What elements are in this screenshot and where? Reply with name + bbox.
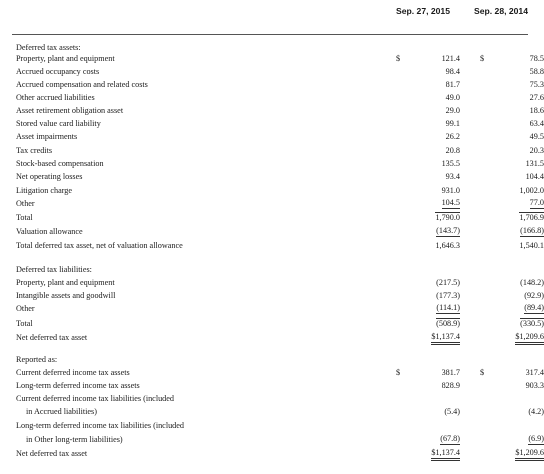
table-row [0, 380, 544, 391]
table-row [0, 105, 544, 116]
amount: 1,002.0 [519, 186, 544, 195]
value-sep-28-2014 [480, 303, 544, 314]
table-row [0, 92, 544, 103]
row-label-long-term-deferred-income-tax-assets: Long-term deferred income tax assets [16, 381, 140, 390]
amount: $1,209.6 [515, 332, 544, 345]
row-label-total-deferred-tax-asset-net-of-valuation-allowance: Total deferred tax asset, net of valuation allowance [16, 241, 183, 250]
row-label-net-deferred-tax-asset: Net deferred tax asset [16, 333, 88, 342]
amount: (67.8) [440, 434, 460, 443]
amount: 1,790.0 [435, 213, 460, 222]
amount: (508.9) [436, 319, 460, 328]
amount: 49.0 [445, 93, 460, 102]
value-sep-27-2015 [396, 303, 460, 314]
table-row [0, 53, 544, 64]
value-sep-27-2015 [396, 434, 460, 445]
amount: (92.9) [524, 291, 544, 300]
table-row [0, 332, 544, 343]
value-sep-28-2014 [480, 158, 544, 169]
value-sep-28-2014 [480, 92, 544, 103]
row-label-stock-based-compensation: Stock-based compensation [16, 159, 104, 168]
value-sep-27-2015 [396, 79, 460, 90]
table-row [0, 66, 544, 77]
value-sep-27-2015 [396, 198, 460, 209]
amount: 29.0 [445, 106, 460, 115]
table-row [0, 79, 544, 90]
row-label-deferred-tax-liabilities: Deferred tax liabilities: [16, 265, 92, 274]
column-header-sep-28-2014: Sep. 28, 2014 [474, 6, 528, 16]
row-label-tax-credits: Tax credits [16, 146, 53, 155]
value-sep-27-2015 [396, 212, 460, 223]
amount: 81.7 [445, 80, 460, 89]
table-row [0, 158, 544, 169]
table-row [0, 240, 544, 251]
value-sep-27-2015 [396, 332, 460, 343]
value-sep-28-2014 [480, 212, 544, 223]
value-sep-27-2015 [396, 145, 460, 156]
value-sep-27-2015 [396, 290, 460, 301]
amount: 49.5 [529, 132, 544, 141]
value-sep-28-2014 [480, 171, 544, 182]
amount: 99.1 [445, 119, 460, 128]
amount: $1,137.4 [431, 332, 460, 345]
amount: 381.7 [441, 368, 460, 377]
value-sep-28-2014 [480, 290, 544, 301]
row-label-asset-impairments: Asset impairments [16, 132, 78, 141]
value-sep-28-2014 [480, 277, 544, 288]
value-sep-27-2015 [396, 226, 460, 237]
row-label-current-deferred-income-tax-liabilities-included: Current deferred income tax liabilities (included [16, 394, 175, 403]
row-label-other-accrued-liabilities: Other accrued liabilities [16, 93, 95, 102]
table-row [0, 393, 533, 404]
amount: 18.6 [529, 106, 544, 115]
value-sep-27-2015 [396, 158, 460, 169]
value-sep-28-2014 [480, 332, 544, 343]
row-label-property-plant-and-equipment: Property, plant and equipment [16, 278, 115, 287]
row-label-long-term-deferred-income-tax-liabilities-included: Long-term deferred income tax liabilities (included [16, 421, 185, 430]
amount: 104.5 [441, 198, 460, 207]
amount: (89.4) [524, 303, 544, 312]
amount: 131.5 [525, 159, 544, 168]
table-row [0, 290, 544, 301]
value-sep-28-2014 [480, 145, 544, 156]
value-sep-28-2014 [480, 131, 544, 142]
header-rule [12, 34, 528, 35]
table-row [0, 145, 544, 156]
amount: 903.3 [525, 381, 544, 390]
row-label-current-deferred-income-tax-assets: Current deferred income tax assets [16, 368, 130, 377]
value-sep-27-2015 [396, 406, 460, 417]
amount: 1,646.3 [435, 241, 460, 250]
value-sep-28-2014 [480, 434, 544, 445]
amount: (217.5) [436, 278, 460, 287]
row-label-reported-as: Reported as: [16, 355, 58, 364]
table-row [0, 185, 544, 196]
value-sep-28-2014 [480, 185, 544, 196]
value-sep-27-2015 [396, 240, 460, 251]
value-sep-28-2014 [480, 380, 544, 391]
amount: 1,540.1 [519, 241, 544, 250]
row-label-stored-value-card-liability: Stored value card liability [16, 119, 101, 128]
table-row [0, 434, 544, 445]
amount: 78.5 [529, 54, 544, 63]
amount: 77.0 [529, 198, 544, 207]
row-label-net-operating-losses: Net operating losses [16, 172, 83, 181]
column-header-sep-27-2015: Sep. 27, 2015 [396, 6, 450, 16]
table-row [0, 318, 544, 329]
value-sep-28-2014 [480, 198, 544, 209]
row-label-deferred-tax-assets: Deferred tax assets: [16, 43, 81, 52]
row-label-in-other-long-term-liabilities: in Other long-term liabilities) [26, 435, 123, 444]
row-label-valuation-allowance: Valuation allowance [16, 227, 83, 236]
value-sep-28-2014 [480, 240, 544, 251]
table-row [0, 406, 544, 417]
value-sep-27-2015 [396, 318, 460, 329]
value-sep-27-2015 [396, 66, 460, 77]
value-sep-28-2014 [480, 118, 544, 129]
amount: (6.9) [528, 434, 544, 443]
amount: 1,706.9 [519, 213, 544, 222]
amount: 93.4 [445, 172, 460, 181]
table-row [0, 303, 544, 314]
amount: (143.7) [436, 226, 460, 235]
amount: 63.4 [529, 119, 544, 128]
amount: 26.2 [445, 132, 460, 141]
currency-symbol: $ [396, 54, 401, 63]
value-sep-27-2015 [396, 277, 460, 288]
amount: (4.2) [528, 407, 544, 416]
currency-symbol: $ [396, 368, 401, 377]
row-label-accrued-compensation-and-related-costs: Accrued compensation and related costs [16, 80, 148, 89]
table-row [0, 420, 533, 431]
table-row [0, 118, 544, 129]
value-sep-27-2015 [396, 185, 460, 196]
value-sep-28-2014 [480, 448, 544, 459]
value-sep-27-2015 [396, 131, 460, 142]
amount: (177.3) [436, 291, 460, 300]
table-row [0, 171, 544, 182]
value-sep-28-2014 [480, 105, 544, 116]
amount: 75.3 [529, 80, 544, 89]
row-label-accrued-occupancy-costs: Accrued occupancy costs [16, 67, 100, 76]
amount: $1,137.4 [431, 448, 460, 461]
amount: (148.2) [520, 278, 544, 287]
amount: 121.4 [441, 54, 460, 63]
row-label-net-deferred-tax-asset: Net deferred tax asset [16, 449, 88, 458]
table-row [0, 354, 533, 365]
table-row [0, 131, 544, 142]
amount: 20.8 [445, 146, 460, 155]
table-row [0, 367, 544, 378]
amount: (114.1) [436, 303, 460, 312]
amount: (166.8) [520, 226, 544, 235]
amount: 931.0 [441, 186, 460, 195]
value-sep-28-2014 [480, 66, 544, 77]
row-label-total: Total [16, 213, 33, 222]
amount: $1,209.6 [515, 448, 544, 461]
row-label-total: Total [16, 319, 33, 328]
table-row [0, 277, 544, 288]
amount: 20.3 [529, 146, 544, 155]
table-row [0, 198, 544, 209]
value-sep-27-2015 [396, 448, 460, 459]
value-sep-27-2015 [396, 171, 460, 182]
amount: 317.4 [525, 368, 544, 377]
row-label-property-plant-and-equipment: Property, plant and equipment [16, 54, 115, 63]
value-sep-27-2015 [396, 53, 460, 64]
table-row [0, 42, 533, 53]
value-sep-27-2015 [396, 380, 460, 391]
amount: 98.4 [445, 67, 460, 76]
currency-symbol: $ [480, 368, 485, 377]
row-label-other: Other [16, 199, 35, 208]
amount: (5.4) [444, 407, 460, 416]
amount: 104.4 [525, 172, 544, 181]
value-sep-27-2015 [396, 92, 460, 103]
value-sep-28-2014 [480, 79, 544, 90]
value-sep-28-2014 [480, 406, 544, 417]
table-row [0, 212, 544, 223]
table-row [0, 264, 533, 275]
value-sep-27-2015 [396, 367, 460, 378]
table-row [0, 448, 544, 459]
row-label-other: Other [16, 304, 35, 313]
amount: 58.8 [529, 67, 544, 76]
amount: 27.6 [529, 93, 544, 102]
value-sep-28-2014 [480, 318, 544, 329]
row-label-litigation-charge: Litigation charge [16, 186, 73, 195]
amount: 828.9 [441, 381, 460, 390]
value-sep-28-2014 [480, 226, 544, 237]
amount: 135.5 [441, 159, 460, 168]
amount: (330.5) [520, 319, 544, 328]
table-row [0, 226, 544, 237]
row-label-in-accrued-liabilities: in Accrued liabilities) [26, 407, 97, 416]
row-label-asset-retirement-obligation-asset: Asset retirement obligation asset [16, 106, 124, 115]
currency-symbol: $ [480, 54, 485, 63]
value-sep-27-2015 [396, 118, 460, 129]
value-sep-28-2014 [480, 53, 544, 64]
value-sep-28-2014 [480, 367, 544, 378]
value-sep-27-2015 [396, 105, 460, 116]
row-label-intangible-assets-and-goodwill: Intangible assets and goodwill [16, 291, 116, 300]
